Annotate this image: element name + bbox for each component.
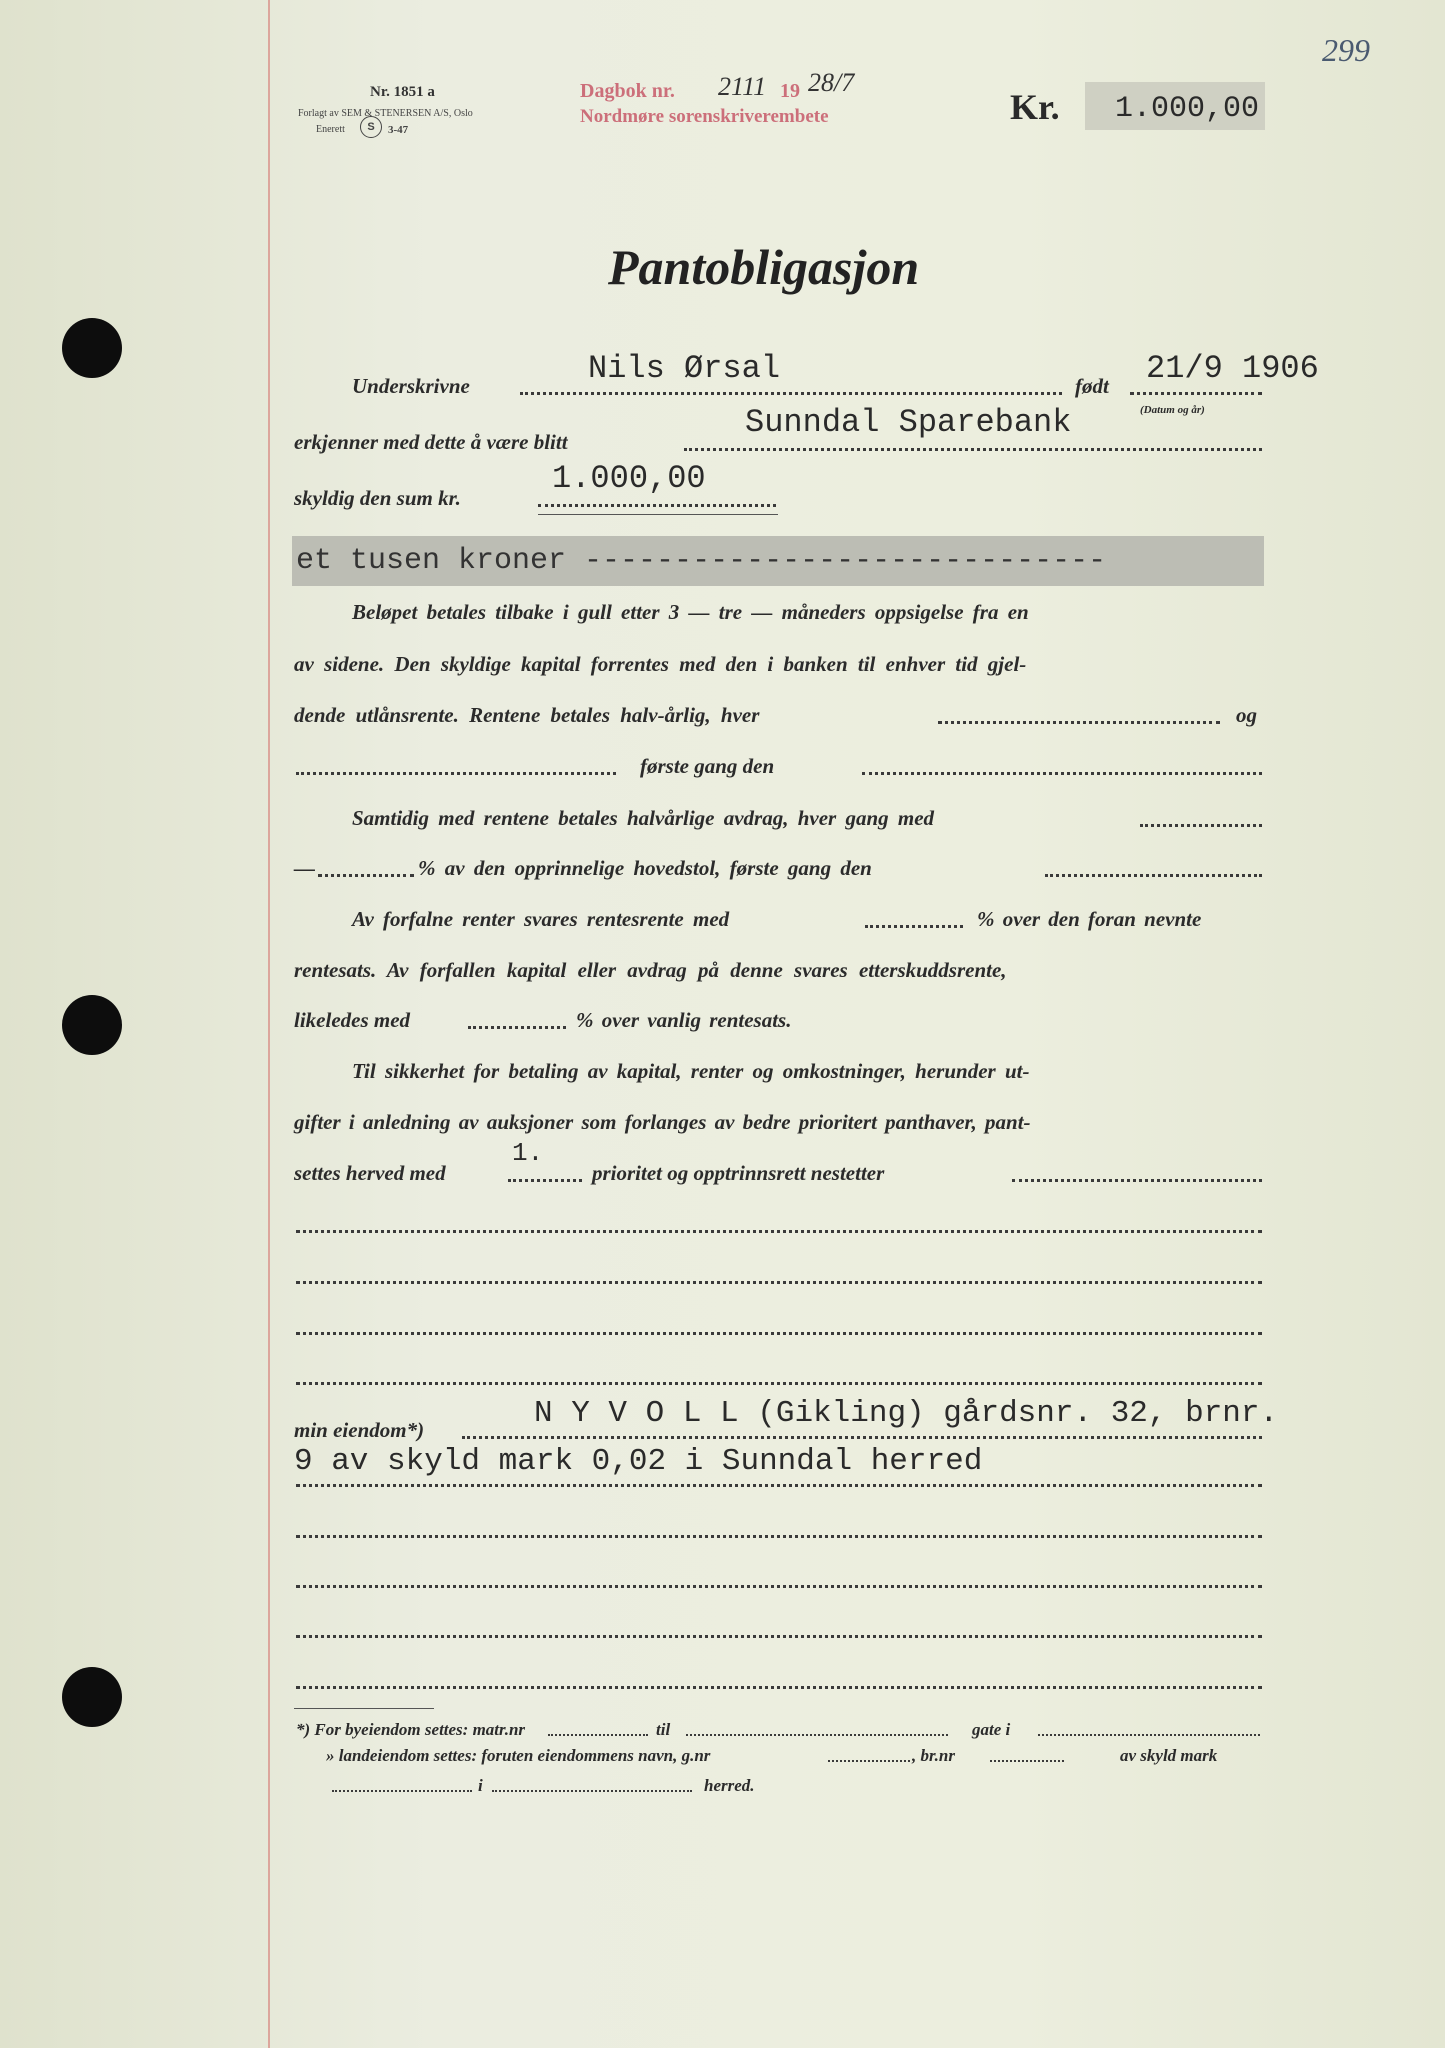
dotted-line xyxy=(462,1436,1262,1439)
margin-rule xyxy=(268,0,270,2048)
dotted-line xyxy=(318,874,414,877)
text-line: likeledes med xyxy=(294,1008,411,1032)
text-line: av sidene. Den skyldige kapital forrentes med den i banken til enhver tid gjel- xyxy=(294,652,1027,676)
footnote-text: til xyxy=(656,1720,671,1739)
dotted-line xyxy=(520,392,1062,395)
footnote-text: av skyld mark xyxy=(1120,1746,1218,1765)
stamp-office: Nordmøre sorenskriverembete xyxy=(580,106,829,127)
fodt-label: født xyxy=(1075,374,1109,398)
underskrivne-value: Nils Ørsal xyxy=(588,350,781,387)
footnote-text: , br.nr xyxy=(912,1746,955,1765)
text-line: Beløpet betales tilbake i gull etter 3 — tre — måneders oppsigelse fra en xyxy=(352,600,1029,624)
dotted-line xyxy=(865,925,963,928)
dotted-line xyxy=(332,1790,472,1792)
erkjenner-value: Sunndal Sparebank xyxy=(745,404,1072,441)
publisher-code: 3-47 xyxy=(388,124,409,136)
text-line: % av den opprinnelige hovedstol, første gang den xyxy=(418,856,872,880)
dotted-line xyxy=(296,1281,1262,1284)
text-line: prioritet og opptrinnsrett nestetter xyxy=(592,1161,885,1185)
dotted-line xyxy=(296,1635,1262,1638)
dotted-line xyxy=(1012,1179,1262,1182)
dotted-line xyxy=(468,1026,566,1029)
dotted-line xyxy=(828,1760,910,1762)
publisher-logo-icon: S xyxy=(360,116,382,138)
dotted-line xyxy=(1045,874,1262,877)
stamp-year: 19 xyxy=(780,80,800,102)
text-line: rentesats. Av forfallen kapital eller avdrag på denne svares etterskuddsrente, xyxy=(294,958,1007,982)
dotted-line xyxy=(296,1230,1262,1233)
text-line: % over vanlig rentesats. xyxy=(576,1008,792,1032)
dotted-line xyxy=(548,1734,648,1736)
document-title: Pantobligasjon xyxy=(608,239,920,295)
footnote-rule xyxy=(294,1708,434,1709)
journal-date: 28/7 xyxy=(808,68,855,97)
text-line: % over den foran nevnte xyxy=(977,907,1202,931)
text-line: settes herved med xyxy=(294,1161,446,1185)
text-line: og xyxy=(1236,703,1257,727)
dotted-line xyxy=(1038,1734,1260,1736)
property-line-1: N Y V O L L (Gikling) gårdsnr. 32, brnr. xyxy=(534,1396,1279,1431)
amount-words: et tusen kroner ----------------------------- xyxy=(296,544,1107,578)
page-number: 299 xyxy=(1322,32,1370,68)
dotted-line xyxy=(296,1686,1262,1689)
text-line: Av forfalne renter svares rentesrente med xyxy=(352,907,730,931)
priority-value: 1. xyxy=(512,1138,544,1168)
dotted-line xyxy=(684,448,1262,451)
property-line-2: 9 av skyld mark 0,02 i Sunndal herred xyxy=(294,1444,983,1479)
dotted-line xyxy=(538,504,776,507)
dotted-line xyxy=(296,1585,1262,1588)
footnote-text: *) For byeiendom settes: matr.nr xyxy=(296,1720,526,1739)
dotted-line xyxy=(938,721,1220,724)
dotted-line xyxy=(1140,824,1262,827)
dotted-line xyxy=(296,1332,1262,1335)
skyldig-label: skyldig den sum kr. xyxy=(294,486,461,510)
dotted-line xyxy=(296,1535,1262,1538)
punch-hole-icon xyxy=(62,318,122,378)
underskrivne-label: Underskrivne xyxy=(352,374,470,398)
text-line: dende utlånsrente. Rentene betales halv-årlig, hver xyxy=(294,703,760,727)
text-line: gifter i anledning av auksjoner som forlanges av bedre prioritert panthaver, pant- xyxy=(294,1110,1031,1134)
dotted-line xyxy=(296,1484,1262,1487)
punch-hole-icon xyxy=(62,1667,122,1727)
dotted-line xyxy=(1130,392,1262,395)
erkjenner-label: erkjenner med dette å være blitt xyxy=(294,430,568,454)
dotted-line xyxy=(492,1790,692,1792)
datum-hint: (Datum og år) xyxy=(1140,404,1205,416)
text-line: Til sikkerhet for betaling av kapital, renter og omkostninger, herunder ut- xyxy=(352,1059,1030,1083)
footnote-text: i xyxy=(478,1776,483,1795)
stamp-dagbok: Dagbok nr. xyxy=(580,80,675,102)
punch-hole-icon xyxy=(62,995,122,1055)
dotted-line xyxy=(508,1179,582,1182)
text-line: første gang den xyxy=(640,754,775,778)
publisher-line: Forlagt av SEM & STENERSEN A/S, Oslo xyxy=(298,108,473,119)
underline xyxy=(538,514,778,515)
property-label: min eiendom*) xyxy=(294,1418,425,1442)
text-line: — xyxy=(294,856,315,880)
footnote-text: gate i xyxy=(972,1720,1011,1739)
publisher-enerett: Enerett xyxy=(316,124,345,135)
form-number: Nr. 1851 a xyxy=(370,84,435,100)
kr-label: Kr. xyxy=(1010,87,1060,127)
fodt-value: 21/9 1906 xyxy=(1146,350,1319,387)
dotted-line xyxy=(296,772,616,775)
footnote-text: herred. xyxy=(704,1776,755,1795)
dotted-line xyxy=(990,1760,1064,1762)
kr-amount: 1.000,00 xyxy=(1115,92,1260,126)
skyldig-value: 1.000,00 xyxy=(552,460,706,497)
dotted-line xyxy=(296,1382,1262,1385)
text-line: Samtidig med rentene betales halvårlige avdrag, hver gang med xyxy=(352,806,935,830)
dotted-line xyxy=(686,1734,948,1736)
journal-number: 2111 xyxy=(718,72,767,101)
footnote-text: » landeiendom settes: foruten eiendommens navn, g.nr xyxy=(326,1746,711,1765)
dotted-line xyxy=(862,772,1262,775)
